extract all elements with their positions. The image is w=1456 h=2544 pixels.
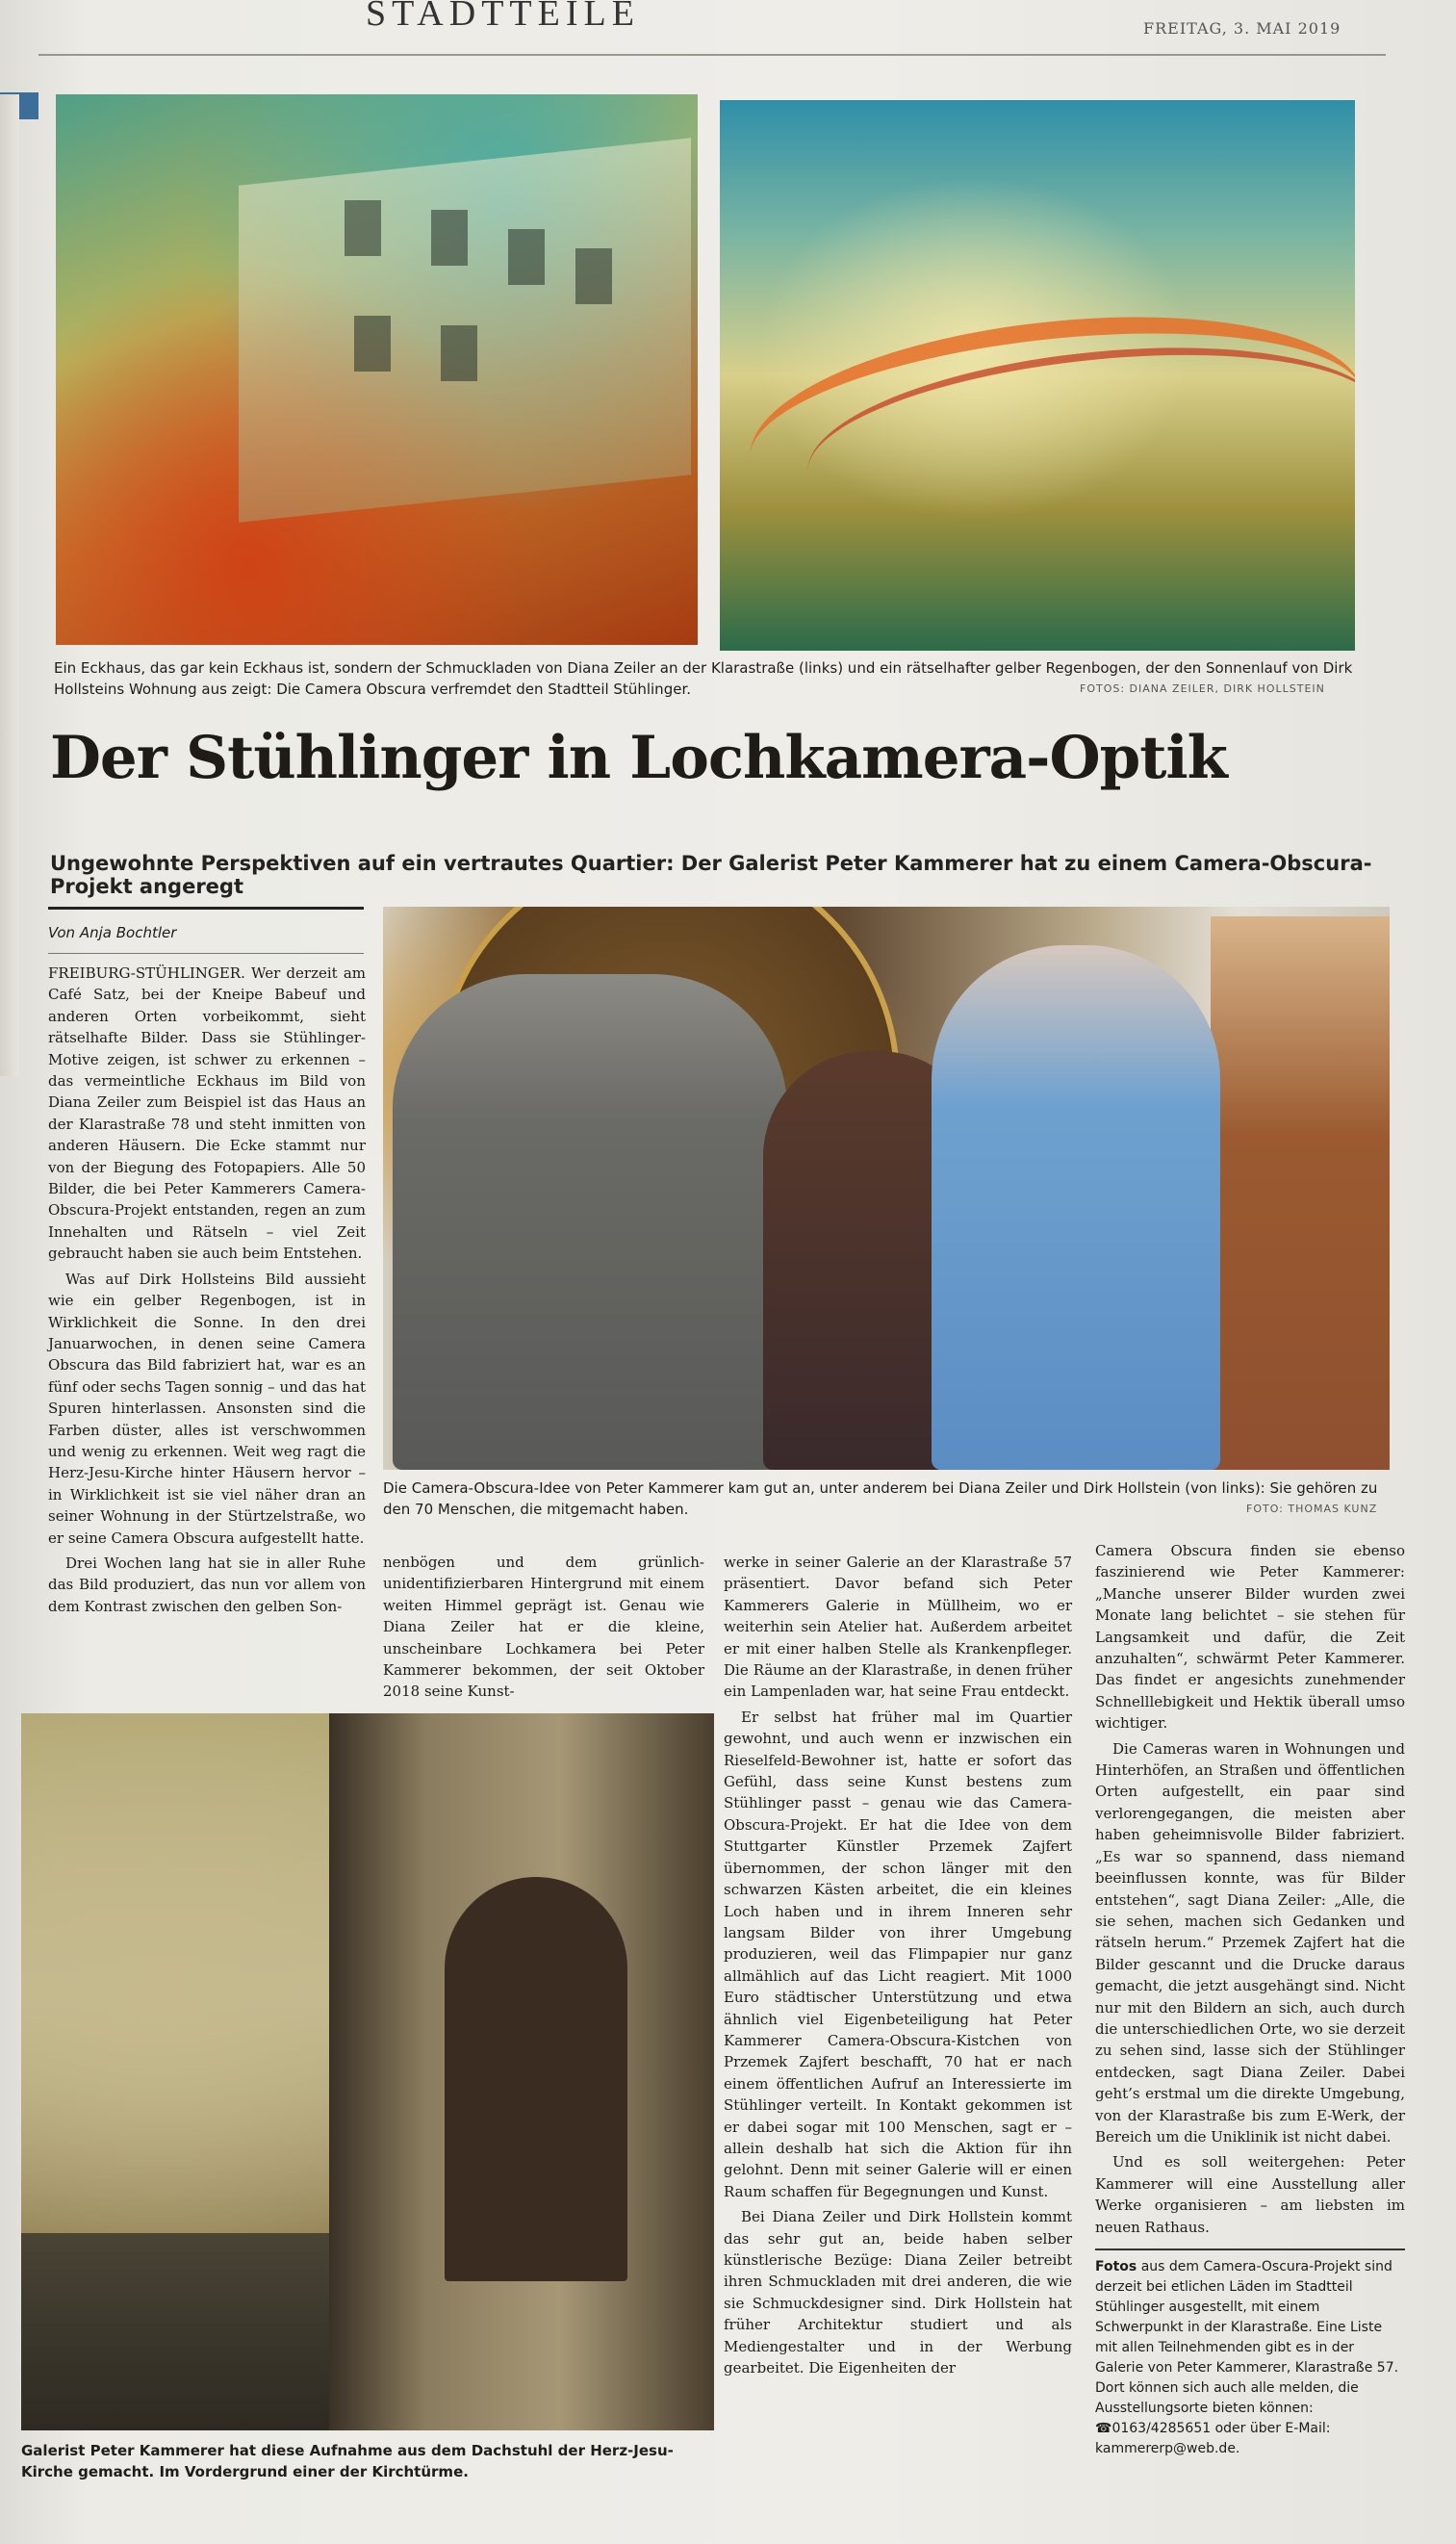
info-box-rule <box>1095 2248 1405 2250</box>
paragraph: werke in seiner Galerie an der Klarastraße 57 präsentiert. Davor befand sich Peter Kammerers Galerie in Müllheim, wo er weiterhin sein Atelier hat. Außerdem arbeitet er mit einer halben Stelle als Krankenpfleger. Die Räume an der Klarastraße, in denen früher ein Lampenladen war, hat seine Frau entdeckt. <box>724 1554 1072 1701</box>
byline-rule-bottom <box>48 953 364 954</box>
headline: Der Stühlinger in Lochkamera-Optik <box>50 724 1227 792</box>
adjacent-page-strip <box>0 94 19 1076</box>
paragraph: Camera Obscura finden sie ebenso faszinierend wie Peter Kammerer: „Manche unserer Bilder wurden zwei Monate lang belichtet – sie stehen für Langsamkeit und dafür, die Zeit anzuhalten“, schwärmt Peter Kammerer. Das findet er angesichts zunehmender Schnelllebigkeit und Hektik überall umso wichtiger. <box>1095 1542 1405 1733</box>
byline-rule-top <box>48 907 364 910</box>
group-photo-caption: Die Camera-Obscura-Idee von Peter Kammerer kam gut an, unter anderem bei Diana Zeiler und Dirk Hollstein (von links): Sie gehören zu den 70 Menschen, die mitgemacht haben. <box>383 1479 1378 1518</box>
paragraph: nenbögen und dem grünlich-unidentifizierbaren Hintergrund mit einem weiten Himmel geprägt ist. Genau wie Diana Zeiler hat er die kleine, unscheinbare Lochkamera bei Peter Kammerer bekommen, der seit Oktober 2018 seine Kunst- <box>383 1554 704 1701</box>
paragraph: Die Cameras waren in Wohnungen und Hinterhöfen, an Straßen und öffentlichen Orten aufgestellt, ein paar sind verlorengegangen, die meisten aber haben geheimnisvolle Bilder fabriziert. „Es war so spannend, dass niemand beeinflussen konnte, was für Bilder entstehen“, sagt Diana Zeiler: „Alle, die sie sehen, machen sich Gedanken und rätseln herum.“ Przemek Zajfert hat die Bilder gescannt und die Drucke daraus gemacht, die jetzt ausgehängt sind. Nicht nur mit den Bildern an sich, auch durch die unterschiedlichen Orte, wo sie derzeit zu sehen sind, lasse sich der Stühlinger entdecken, sagt Diana Zeiler. Dabei geht’s erstmal um die direkte Umgebung, von der Klarastraße bis zum E-Werk, der Bereich um die Uniklinik ist nicht dabei. <box>1095 1739 1405 2146</box>
info-box-label: Fotos <box>1095 2259 1137 2274</box>
byline: Von Anja Bochtler <box>48 924 177 941</box>
paragraph: Und es soll weitergehen: Peter Kammerer will eine Ausstellung aller Werke organisieren – am liebsten im neuen Rathaus. <box>1095 2153 1405 2236</box>
top-photo-caption: Ein Eckhaus, das gar kein Eckhaus ist, sondern der Schmuckladen von Diana Zeiler an der Klarastraße (links) und ein rätselhafter gelber Regenbogen, der den Sonnenlauf von Dirk Hollsteins Wohnung aus zeigt: Die Camera Obscura verfremdet den Stadtteil Stühlinger. <box>54 659 1353 698</box>
top-photo-credit: FOTOS: DIANA ZEILER, DIRK HOLLSTEIN <box>1080 682 1325 695</box>
paragraph: Drei Wochen lang hat sie in aller Ruhe das Bild produziert, das nun vor allem von dem Kontrast zwischen den gelben Son- <box>48 1554 366 1615</box>
paragraph: Bei Diana Zeiler und Dirk Hollstein kommt das sehr gut an, beide haben selber künstlerische Bezüge: Diana Zeiler betreibt ihren Schmuckladen mit drei anderen, die wie sie Schmuckdesigner sind. Dirk Hollstein hat früher Architektur studiert und als Mediengestalter und in der Werbung gearbeitet. Die Eigenheiten der <box>724 2208 1072 2377</box>
section-title: STADTTEILE <box>366 0 640 34</box>
paragraph: Er selbst hat früher mal im Quartier gewohnt, und auch wenn er inzwischen ein Rieselfeld-Bewohner ist, hatte er sofort das Gefühl, dass seine Kunst bestens zum Stühlinger passt – genau wie das Camera-Obscura-Projekt. Er hat die Idee von dem Stuttgarter Künstler Przemek Zajfert übernommen, der schon länger mit den schwarzen Kästen arbeitet, die ein kleines Loch haben und in ihrem Inneren sehr langsam Bilder von ihrer Umgebung produzieren, weil das Flimpapier nur ganz allmählich auf das Licht reagiert. Mit 1000 Euro städtischer Unterstützung und etwa ähnlich viel Eigenbeteiligung hat Peter Kammerer Camera-Obscura-Kistchen von Przemek Zajfert beschafft, 70 hat er nach einem öffentlichen Aufruf an Interessierte im Stühlinger verteilt. In Kontakt gekommen ist er dabei sogar mit 100 Menschen, sagt er – allein deshalb hat sich die Aktion für ihn gelohnt. Denn mit seiner Galerie will er einen Raum schaffen für Begegnungen und Kunst. <box>724 1708 1072 2200</box>
photo-group-kammerer-zeiler-hollstein <box>383 907 1390 1470</box>
article-column-4 <box>1095 1540 1405 2242</box>
article-column-3 <box>724 1552 1072 2382</box>
issue-date: FREITAG, 3. MAI 2019 <box>1143 19 1341 38</box>
paragraph: Was auf Dirk Hollsteins Bild aussieht wie ein gelber Regenbogen, ist in Wirklichkeit die Sonne. In den drei Januarwochen, in denen seine Camera Obscura das Bild fabriziert hat, war es an fünf oder sechs Tagen sonnig – und das hat Spuren hinterlassen. Ansonsten sind die Farben düster, alles ist verschwommen und wenig zu erkennen. Weit weg ragt die Herz-Jesu-Kirche hinter Häusern hervor – in Wirklichkeit ist sie viel näher dran an seiner Wohnung in der Stürtzelstraße, wo er seine Camera Obscura aufgestellt hatte. <box>48 1270 366 1547</box>
photo-yellow-rainbow <box>720 100 1355 651</box>
article-column-2 <box>383 1552 704 1707</box>
header-rule <box>38 54 1386 56</box>
photo-corner-house <box>56 94 698 645</box>
group-photo-credit: FOTO: THOMAS KUNZ <box>1246 1503 1378 1515</box>
subheadline: Ungewohnte Perspektiven auf ein vertrautes Quartier: Der Galerist Peter Kammerer hat zu einem Camera-Obscura-Projekt angeregt <box>50 852 1372 898</box>
article-column-1 <box>48 963 366 1621</box>
church-photo-caption: Galerist Peter Kammerer hat diese Aufnahme aus dem Dachstuhl der Herz-Jesu-Kirche gemacht. Im Vordergrund einer der Kirchtürme. <box>21 2442 674 2480</box>
info-box-text: aus dem Camera-Oscura-Projekt sind derzeit bei etlichen Läden im Stadtteil Stühlinger ausgestellt, mit einem Schwerpunkt in der Klarastraße. Eine Liste mit allen Teilnehmenden gibt es in der Galerie von Peter Kammerer, Klarastraße 57. Dort können sich auch alle melden, die Ausstellungsorte bieten können: ☎0163/4285651 oder über E-Mail: kammererp@web.de. <box>1095 2259 1399 2456</box>
paragraph: FREIBURG-STÜHLINGER. Wer derzeit am Café Satz, bei der Kneipe Babeuf und anderen Orten vorbeikommt, sieht rätselhafte Bilder. Dass sie Stühlinger-Motive zeigen, ist schwer zu erkennen – das vermeintliche Eckhaus im Bild von Diana Zeiler zum Beispiel ist das Haus an der Klarastraße 78 und steht inmitten von anderen Häusern. Die Ecke stammt nur von der Biegung des Fotopapiers. Alle 50 Bilder, die bei Peter Kammerers Camera-Obscura-Projekt entstanden, regen an zum Innehalten und Rätseln – viel Zeit gebraucht haben sie auch beim Entstehen. <box>48 964 366 1263</box>
photo-church-tower <box>21 1713 714 2430</box>
info-box-fotos <box>1095 2257 1405 2459</box>
